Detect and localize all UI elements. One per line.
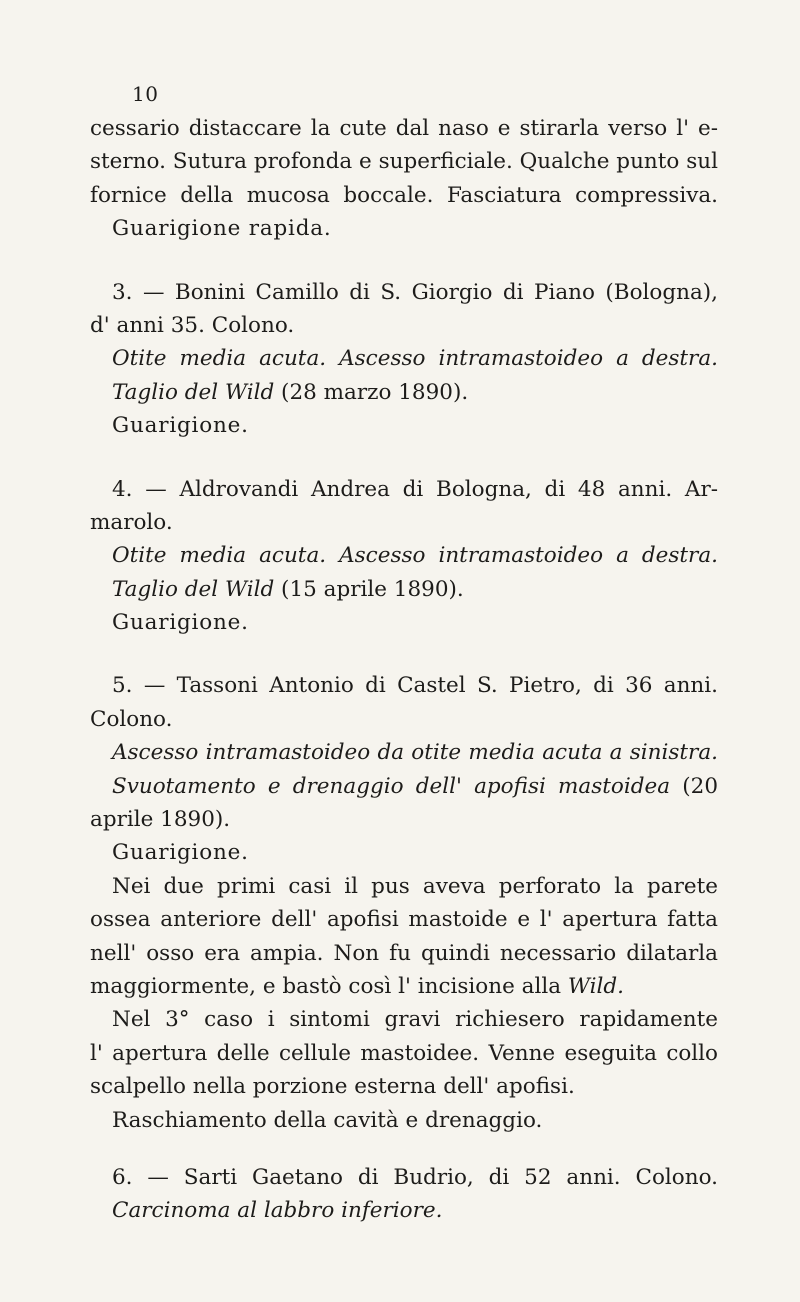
text-line: sterno. Sutura profonda e superficiale. Qualche punto sul bbox=[90, 149, 718, 175]
case-3-diagnosis: Otite media acuta. Ascesso intramastoideo a destra. bbox=[112, 346, 718, 372]
case-6-heading: 6. — Sarti Gaetano di Budrio, di 52 anni. Colono. bbox=[112, 1164, 718, 1190]
procedure-date: (28 marzo 1890). bbox=[274, 379, 469, 405]
case-4-diagnosis: Otite media acuta. Ascesso intramastoideo a destra. bbox=[112, 543, 718, 569]
case-6-diagnosis: Carcinoma al labbro inferiore. bbox=[112, 1198, 443, 1224]
body-text bbox=[90, 112, 718, 1228]
text-line: ossea anteriore dell' apofisi mastoide e l' apertura fatta bbox=[90, 907, 718, 933]
text-line: nell' osso era ampia. Non fu quindi necessario dilatarla bbox=[90, 940, 718, 966]
procedure-name: Wild. bbox=[567, 973, 624, 999]
procedure-name: Taglio del Wild bbox=[112, 379, 275, 405]
procedure-name: Taglio del Wild bbox=[112, 576, 275, 602]
text-line: l' apertura delle cellule mastoidee. Venne eseguita collo bbox=[90, 1040, 718, 1066]
page-number: 10 bbox=[132, 82, 159, 106]
procedure-date: (15 aprile 1890). bbox=[274, 576, 464, 602]
text-line: Raschiamento della cavità e drenaggio. bbox=[112, 1107, 543, 1133]
procedure-date: (20 bbox=[670, 773, 718, 799]
case-5-procedure bbox=[90, 770, 718, 803]
text-line: aprile 1890). bbox=[90, 807, 231, 833]
text-line: scalpello nella porzione esterna dell' apofisi. bbox=[90, 1074, 575, 1100]
case-3-procedure bbox=[90, 376, 718, 409]
text-line bbox=[90, 970, 718, 1003]
text-run: maggiormente, e bastò così l' incisione alla bbox=[90, 973, 568, 999]
procedure-name: Svuotamento e drenaggio dell' apofisi mastoidea bbox=[112, 773, 671, 799]
case-4-procedure bbox=[90, 573, 718, 606]
case-4-heading: 4. — Aldrovandi Andrea di Bologna, di 48 anni. Ar- bbox=[112, 476, 718, 502]
case-5-diagnosis: Ascesso intramastoideo da otite media acuta a sinistra. bbox=[112, 740, 718, 766]
text-line: Colono. bbox=[90, 706, 173, 732]
case-4-outcome: Guarigione. bbox=[112, 610, 249, 636]
text-line: marolo. bbox=[90, 509, 173, 535]
case-3-outcome: Guarigione. bbox=[112, 413, 249, 439]
case-5-heading: 5. — Tassoni Antonio di Castel S. Pietro, di 36 anni. bbox=[112, 673, 718, 699]
text-line: cessario distaccare la cute dal naso e stirarla verso l' e- bbox=[90, 116, 718, 141]
text-line: fornice della mucosa boccale. Fasciatura compressiva. bbox=[90, 182, 718, 208]
text-line: Nel 3° caso i sintomi gravi richiesero rapidamente bbox=[112, 1007, 718, 1033]
text-line: Nei due primi casi il pus aveva perforato la parete bbox=[112, 873, 718, 899]
case-5-outcome: Guarigione. bbox=[112, 840, 249, 866]
text-line: Guarigione rapida. bbox=[112, 216, 332, 242]
text-line: d' anni 35. Colono. bbox=[90, 312, 295, 338]
case-3-heading: 3. — Bonini Camillo di S. Giorgio di Piano (Bologna), bbox=[112, 279, 718, 305]
